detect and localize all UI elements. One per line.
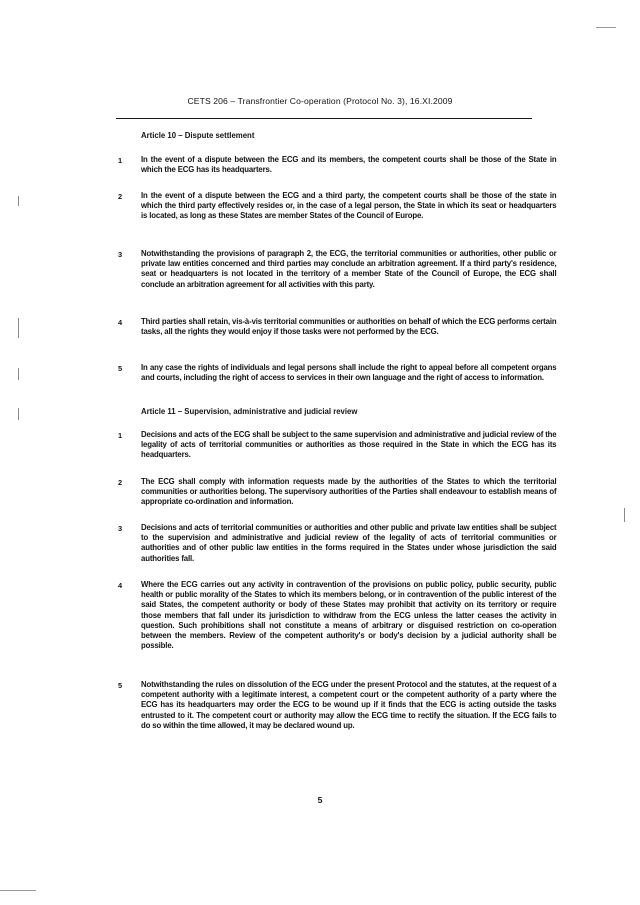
header-rule bbox=[116, 118, 532, 119]
paragraph-text: Notwithstanding the rules on dissolution of the ECG under the present Protocol and the statutes, at the request of a competent authority with a legitimate interest, a competent court or the competent authority of a party where the ECG has its headquarters may order the ECG to be wound up if it finds that the ECG is acting outside the tasks entrusted to it. The competent court or authority may allow the ECG time to rectify the situation. If the ECG fails to do so within the time allowed, it may be declared wound up. bbox=[141, 679, 557, 730]
scan-mark bbox=[18, 368, 19, 380]
paragraph-number: 2 bbox=[118, 478, 123, 487]
paragraph-text: In the event of a dispute between the ECG and a third party, the competent courts shall be those of the state in which the third party effectively resides or, in the case of a legal person, the State in which its seat or headquarters is located, as long as these States are member States of the Council of Europe. bbox=[141, 190, 557, 221]
paragraph-number: 1 bbox=[118, 431, 123, 440]
article-10-heading: Article 10 – Dispute settlement bbox=[141, 130, 255, 140]
paragraph bbox=[141, 154, 557, 174]
article-11-heading: Article 11 – Supervision, administrative and judicial review bbox=[141, 406, 358, 416]
scan-line-top bbox=[596, 27, 616, 28]
scan-mark bbox=[18, 318, 19, 338]
paragraph bbox=[141, 362, 557, 382]
scan-mark bbox=[18, 196, 19, 206]
paragraph-number: 4 bbox=[118, 581, 123, 590]
paragraph-text: Decisions and acts of the ECG shall be subject to the same supervision and administrative and judicial review of the legality of acts of territorial communities or authorities as those required in the State in which the ECG has its headquarters. bbox=[141, 429, 557, 460]
page-number: 5 bbox=[317, 795, 323, 805]
paragraph-number: 5 bbox=[118, 681, 123, 690]
paragraph-text: Decisions and acts of territorial communities or authorities and other public and private law entities shall be subject to the supervision and administrative and judicial review of the legality of acts of territorial communities or authorities and of other public law entities in the forms required in the States under whose jurisdiction the said authorities fall. bbox=[141, 522, 557, 563]
paragraph-text: Notwithstanding the provisions of paragraph 2, the ECG, the territorial communities or authorities, other public or private law entities concerned and third parties may conclude an arbitration agreement. If a third party's residence, seat or headquarters is not located in the territory of a member State of the Council of Europe, the ECG shall conclude an arbitration agreement for all activities with this party. bbox=[141, 248, 557, 289]
paragraph-number: 1 bbox=[118, 156, 123, 165]
page-header: CETS 206 – Transfrontier Co-operation (Protocol No. 3), 16.XI.2009 bbox=[187, 96, 453, 106]
paragraph bbox=[141, 476, 557, 507]
paragraph-text: Where the ECG carries out any activity in contravention of the provisions on public policy, public security, public health or public morality of the States to which its members belong, or in contravention of the public interest of the said States, the competent authority or body of these States may prohibit that activity on its territory or require those members that fall under its jurisdiction to withdraw from the ECG unless the latter ceases the activity in question. Such prohibitions shall not constitute a means of arbitrary or disguised restriction on co-operation between the members. Review of the competent authority's or body's decision by a judicial authority shall be possible. bbox=[141, 579, 557, 651]
scan-mark bbox=[18, 408, 19, 420]
paragraph-text: Third parties shall retain, vis-à-vis territorial communities or authorities on behalf of which the ECG performs certain tasks, all the rights they would enjoy if those tasks were not performed by the ECG. bbox=[141, 316, 557, 337]
paragraph-number: 3 bbox=[118, 250, 123, 259]
paragraph bbox=[141, 579, 557, 650]
paragraph-text: The ECG shall comply with information requests made by the authorities of the States to which the territorial communities or authorities belong. The supervisory authorities of the Parties shall endeavour to establish means of appropriate co-ordination and information. bbox=[141, 476, 557, 507]
paragraph bbox=[141, 316, 557, 336]
paragraph bbox=[141, 522, 557, 563]
paragraph bbox=[141, 429, 557, 460]
paragraph-number: 5 bbox=[118, 364, 123, 373]
paragraph bbox=[141, 679, 557, 730]
paragraph-number: 3 bbox=[118, 524, 123, 533]
paragraph-text: In the event of a dispute between the ECG and its members, the competent courts shall be those of the State in which the ECG has its headquarters. bbox=[141, 154, 557, 175]
scan-mark bbox=[624, 508, 625, 522]
paragraph-number: 2 bbox=[118, 192, 123, 201]
paragraph bbox=[141, 190, 557, 221]
scan-line-bottom bbox=[0, 890, 36, 891]
paragraph-text: In any case the rights of individuals and legal persons shall include the right to appeal before all competent organs and courts, including the right of access to services in their own language and the right of access to information. bbox=[141, 362, 557, 383]
paragraph-number: 4 bbox=[118, 318, 123, 327]
paragraph bbox=[141, 248, 557, 289]
